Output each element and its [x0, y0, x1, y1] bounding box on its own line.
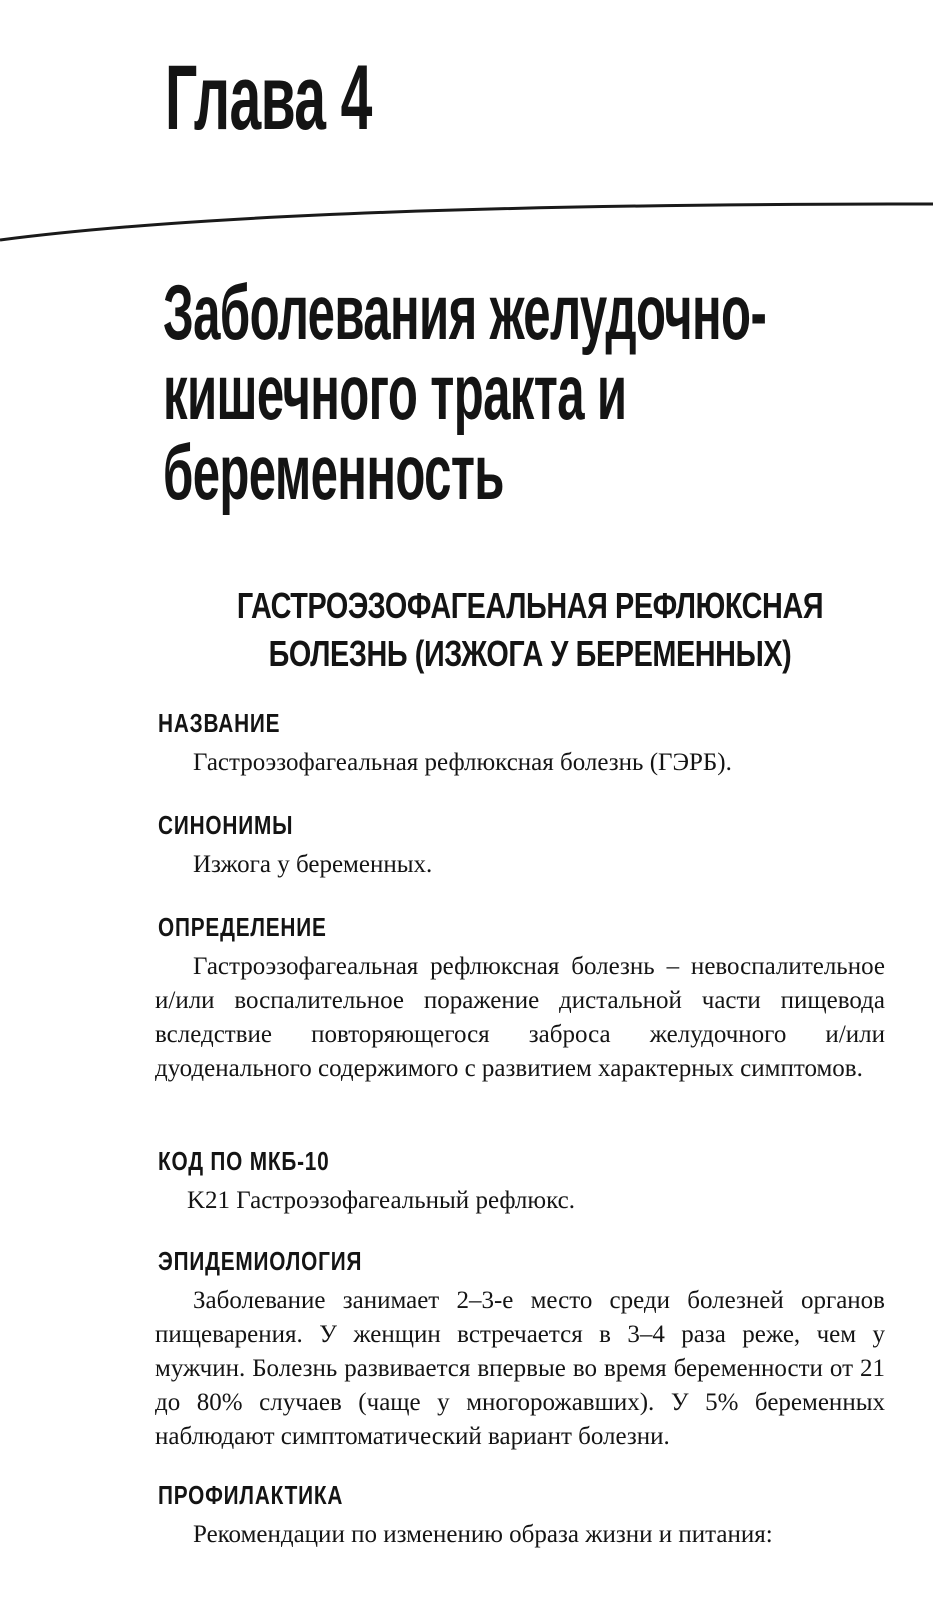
- block-text: Гастроэзофагеальная рефлюксная болезнь (ГЭРБ).: [193, 749, 732, 776]
- block-definition: [155, 912, 885, 1086]
- section-title-line: ГАСТРОЭЗОФАГЕАЛЬНАЯ РЕФЛЮКСНАЯ: [236, 585, 824, 626]
- block-text: Заболевание занимает 2–3-е место среди болезней органов пищеварения. У женщин встречается в 3–4 раза реже, чем у мужчин. Болезнь развивается впервые во время беременности от 21 до 80% случаев (чаще у многорожавших). У 5% беременных наблюдают симптоматический вариант болезни.: [155, 1287, 885, 1450]
- block-heading: НАЗВАНИЕ: [158, 708, 281, 738]
- block-name: [155, 708, 885, 780]
- block-epidemiology: [155, 1246, 885, 1454]
- block-prevention: [155, 1480, 885, 1552]
- block-synonyms: [155, 810, 885, 882]
- block-text: Гастроэзофагеальная рефлюксная болезнь – невоспалительное и/или воспалительное поражение дистальной части пищевода вследствие повторяющегося заброса желудочного и/или дуоденального содержимого с развитием характерных симптомов.: [155, 953, 885, 1082]
- block-heading: КОД ПО МКБ-10: [158, 1146, 330, 1176]
- chapter-title-line: беременность: [163, 428, 504, 516]
- chapter-label: Глава 4: [165, 47, 372, 149]
- section-title-line: БОЛЕЗНЬ (ИЗЖОГА У БЕРЕМЕННЫХ): [268, 633, 792, 674]
- chapter-divider: [0, 200, 933, 260]
- chapter-title-line: кишечного тракта и: [163, 348, 627, 436]
- block-heading: ПРОФИЛАКТИКА: [158, 1480, 344, 1510]
- block-icd-code: [155, 1146, 885, 1218]
- block-text: K21 Гастроэзофагеальный рефлюкс.: [187, 1187, 575, 1214]
- chapter-title: [163, 268, 767, 516]
- block-heading: СИНОНИМЫ: [158, 810, 294, 840]
- section-title: [150, 582, 910, 678]
- block-heading: ЭПИДЕМИОЛОГИЯ: [158, 1246, 363, 1276]
- block-text: Рекомендации по изменению образа жизни и питания:: [193, 1521, 773, 1548]
- block-heading: ОПРЕДЕЛЕНИЕ: [158, 912, 327, 942]
- chapter-title-line: Заболевания желудочно-: [163, 268, 767, 356]
- block-text: Изжога у беременных.: [193, 851, 433, 878]
